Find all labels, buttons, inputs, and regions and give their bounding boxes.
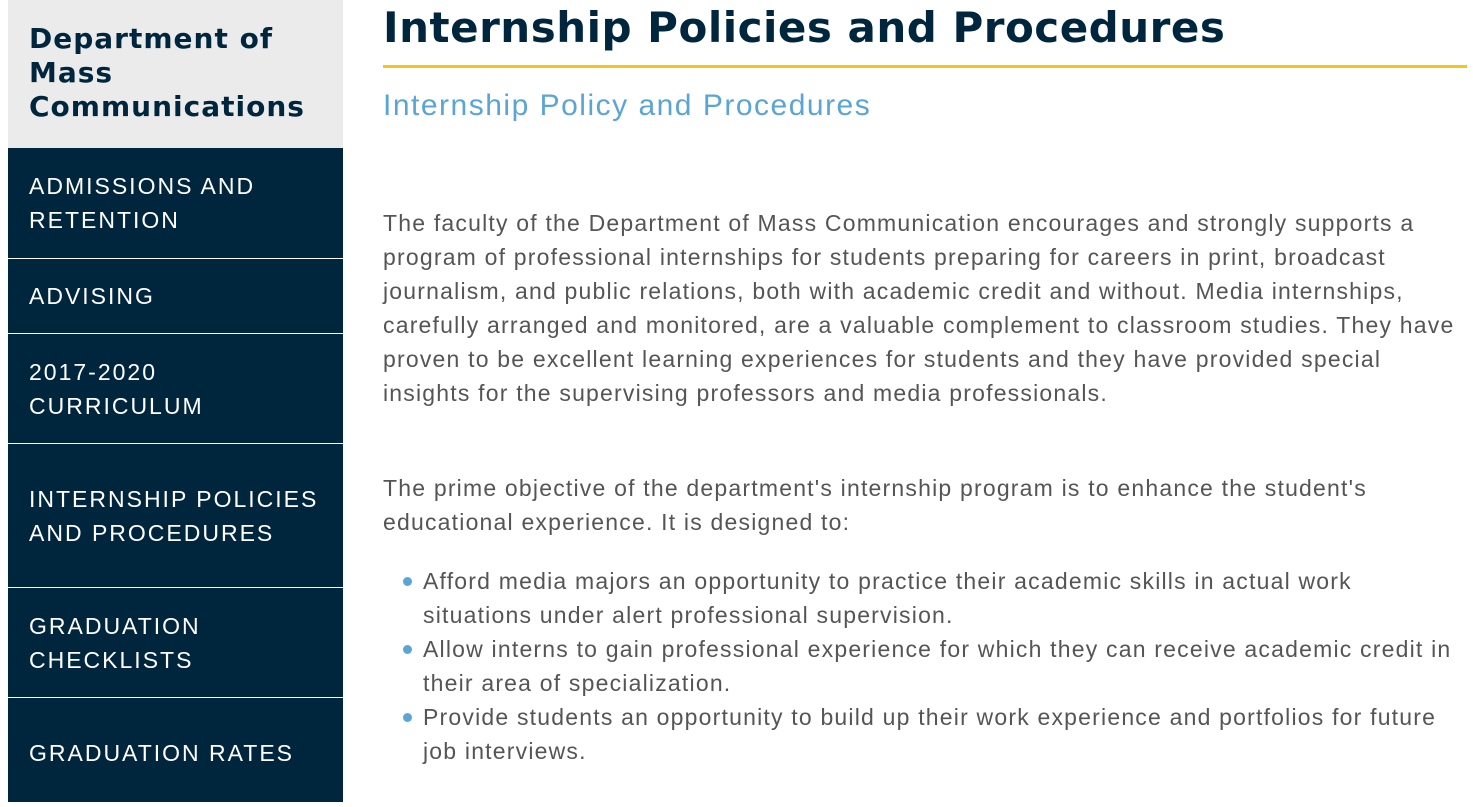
sidebar-item-label: GRADUATION CHECKLISTS [29, 612, 201, 673]
sidebar-item-label: 2017-2020 CURRICULUM [29, 358, 204, 419]
main-content [383, 0, 1467, 768]
list-item-text: Afford media majors an opportunity to practice their academic skills in actual work situations under alert professional supervision. [423, 568, 1352, 628]
page-subtitle: Internship Policy and Procedures [383, 89, 872, 122]
sidebar-item-internship-policies[interactable] [8, 443, 343, 587]
page-title: Internship Policies and Procedures [383, 3, 1226, 52]
objective-paragraph: The prime objective of the department's internship program is to enhance the student's educational experience. It is designed to: [383, 475, 1367, 535]
sidebar-item-graduation-rates[interactable] [8, 697, 343, 807]
sidebar-item-label: ADMISSIONS AND RETENTION [29, 173, 256, 233]
list-item [423, 700, 1467, 768]
sidebar-item-admissions-and-retention[interactable] [8, 148, 343, 258]
list-item-text: Allow interns to gain professional experience for which they can receive academic credit in their area of specialization. [423, 636, 1452, 696]
list-item-text: Provide students an opportunity to build up their work experience and portfolios for future job interviews. [423, 704, 1437, 764]
sidebar-item-label: INTERNSHIP POLICIES AND PROCEDURES [29, 485, 319, 546]
list-item [423, 564, 1467, 632]
intro-paragraph: The faculty of the Department of Mass Communication encourages and strongly supports a program of professional internships for students preparing for careers in print, broadcast journalism, and public relations, both with academic credit and without. Media internships, carefully arranged and monitored, are a valuable complement to classroom studies. They have proven to be excellent learning experiences for students and they have provided special insights for the supervising professors and media professionals. [383, 210, 1455, 406]
objective-list [383, 564, 1467, 768]
bullet-icon [403, 645, 412, 654]
sidebar-item-label: GRADUATION RATES [29, 739, 294, 766]
sidebar-item-label: ADVISING [29, 283, 155, 309]
sidebar-nav [8, 0, 343, 802]
bullet-icon [403, 713, 412, 722]
sidebar-menu [8, 148, 343, 807]
sidebar-header [8, 0, 343, 148]
sidebar-item-advising[interactable] [8, 258, 343, 333]
department-title[interactable]: Department of Mass Communications [29, 22, 305, 123]
bullet-icon [403, 577, 412, 586]
list-item [423, 632, 1467, 700]
sidebar-item-curriculum[interactable] [8, 333, 343, 443]
sidebar-item-graduation-checklists[interactable] [8, 587, 343, 697]
title-divider [383, 65, 1467, 68]
